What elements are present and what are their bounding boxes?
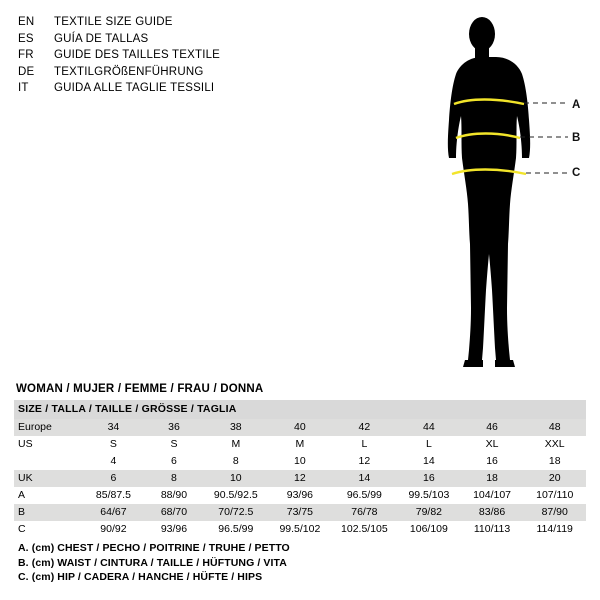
cell: 106/109 bbox=[397, 521, 461, 538]
cell: 90.5/92.5 bbox=[204, 487, 269, 504]
cell: 87/90 bbox=[523, 504, 586, 521]
row-label: US bbox=[14, 436, 82, 453]
cell: 83/86 bbox=[461, 504, 524, 521]
measure-label-c: C bbox=[572, 167, 581, 179]
note-waist: B. (cm) WAIST / CINTURA / TAILLE / HÜFTUNG / VITA bbox=[18, 556, 287, 569]
language-code: ES bbox=[18, 32, 34, 45]
language-row-de bbox=[18, 64, 358, 81]
female-silhouette-icon bbox=[420, 8, 590, 370]
cell: L bbox=[397, 436, 461, 453]
language-row-it bbox=[18, 80, 358, 97]
cell: 42 bbox=[332, 419, 397, 436]
language-code: FR bbox=[18, 49, 34, 61]
cell: 44 bbox=[397, 419, 461, 436]
language-title: TEXTILGRÖßENFÜHRUNG bbox=[54, 65, 204, 78]
cell: 6 bbox=[82, 470, 144, 487]
cell: M bbox=[204, 436, 269, 453]
table-row bbox=[14, 419, 586, 436]
cell: 102.5/105 bbox=[332, 521, 397, 538]
row-label: A bbox=[14, 487, 82, 504]
cell: 8 bbox=[144, 470, 203, 487]
note-hip: C. (cm) HIP / CADERA / HANCHE / HÜFTE / HIPS bbox=[18, 571, 263, 583]
cell: 38 bbox=[204, 419, 269, 436]
language-title: GUIDA ALLE TAGLIE TESSILI bbox=[54, 82, 215, 94]
table-header-row bbox=[14, 400, 586, 419]
cell: 85/87.5 bbox=[82, 487, 144, 504]
cell: 14 bbox=[397, 453, 461, 470]
cell: 34 bbox=[82, 419, 144, 436]
row-label: B bbox=[14, 504, 82, 521]
cell: 12 bbox=[332, 453, 397, 470]
table-row bbox=[14, 453, 586, 470]
cell: 4 bbox=[82, 453, 144, 470]
cell: L bbox=[332, 436, 397, 453]
table-row bbox=[14, 487, 586, 504]
cell: XL bbox=[461, 436, 524, 453]
cell: 76/78 bbox=[332, 504, 397, 521]
language-row-en bbox=[18, 14, 358, 31]
cell: 16 bbox=[397, 470, 461, 487]
measure-label-b: B bbox=[572, 132, 581, 144]
cell: 36 bbox=[144, 419, 203, 436]
row-label bbox=[14, 453, 82, 470]
cell: 6 bbox=[144, 453, 203, 470]
cell: 48 bbox=[523, 419, 586, 436]
table-caption: WOMAN / MUJER / FEMME / FRAU / DONNA bbox=[16, 383, 264, 395]
cell: 99.5/102 bbox=[268, 521, 332, 538]
cell: 16 bbox=[461, 453, 524, 470]
cell: 10 bbox=[204, 470, 269, 487]
cell: 8 bbox=[204, 453, 269, 470]
language-list bbox=[18, 14, 358, 97]
cell: 10 bbox=[268, 453, 332, 470]
cell: 114/119 bbox=[523, 521, 586, 538]
language-title: GUÍA DE TALLAS bbox=[54, 32, 149, 45]
cell: 73/75 bbox=[268, 504, 332, 521]
cell: 70/72.5 bbox=[204, 504, 269, 521]
table-row bbox=[14, 470, 586, 487]
cell: 68/70 bbox=[144, 504, 203, 521]
cell: 64/67 bbox=[82, 504, 144, 521]
language-code: EN bbox=[18, 16, 35, 28]
measurement-notes bbox=[18, 541, 578, 585]
table-row bbox=[14, 521, 586, 538]
language-code: DE bbox=[18, 65, 35, 78]
measure-label-a: A bbox=[572, 99, 581, 111]
size-table-block bbox=[14, 383, 586, 538]
cell: 99.5/103 bbox=[397, 487, 461, 504]
cell: S bbox=[82, 436, 144, 453]
note-chest: A. (cm) CHEST / PECHO / POITRINE / TRUHE / PETTO bbox=[18, 542, 290, 554]
cell: 46 bbox=[461, 419, 524, 436]
row-label: C bbox=[14, 521, 82, 538]
cell: XXL bbox=[523, 436, 586, 453]
language-row-es bbox=[18, 31, 358, 48]
cell: 90/92 bbox=[82, 521, 144, 538]
table-row bbox=[14, 504, 586, 521]
language-title: GUIDE DES TAILLES TEXTILE bbox=[54, 49, 221, 61]
language-title: TEXTILE SIZE GUIDE bbox=[54, 16, 173, 28]
cell: 18 bbox=[461, 470, 524, 487]
cell: 12 bbox=[268, 470, 332, 487]
cell: M bbox=[268, 436, 332, 453]
language-code: IT bbox=[18, 82, 29, 94]
body-figure bbox=[420, 8, 590, 368]
cell: 110/113 bbox=[461, 521, 524, 538]
cell: 18 bbox=[523, 453, 586, 470]
cell: 14 bbox=[332, 470, 397, 487]
table-header-label: SIZE / TALLA / TAILLE / GRÖSSE / TAGLIA bbox=[14, 400, 586, 419]
cell: 96.5/99 bbox=[204, 521, 269, 538]
row-label: Europe bbox=[14, 419, 82, 436]
size-table bbox=[14, 400, 586, 538]
cell: 93/96 bbox=[268, 487, 332, 504]
cell: 88/90 bbox=[144, 487, 203, 504]
cell: 20 bbox=[523, 470, 586, 487]
cell: 107/110 bbox=[523, 487, 586, 504]
cell: 40 bbox=[268, 419, 332, 436]
cell: 79/82 bbox=[397, 504, 461, 521]
language-row-fr bbox=[18, 47, 358, 64]
cell: 96.5/99 bbox=[332, 487, 397, 504]
cell: S bbox=[144, 436, 203, 453]
row-label: UK bbox=[14, 470, 82, 487]
cell: 104/107 bbox=[461, 487, 524, 504]
table-row bbox=[14, 436, 586, 453]
cell: 93/96 bbox=[144, 521, 203, 538]
